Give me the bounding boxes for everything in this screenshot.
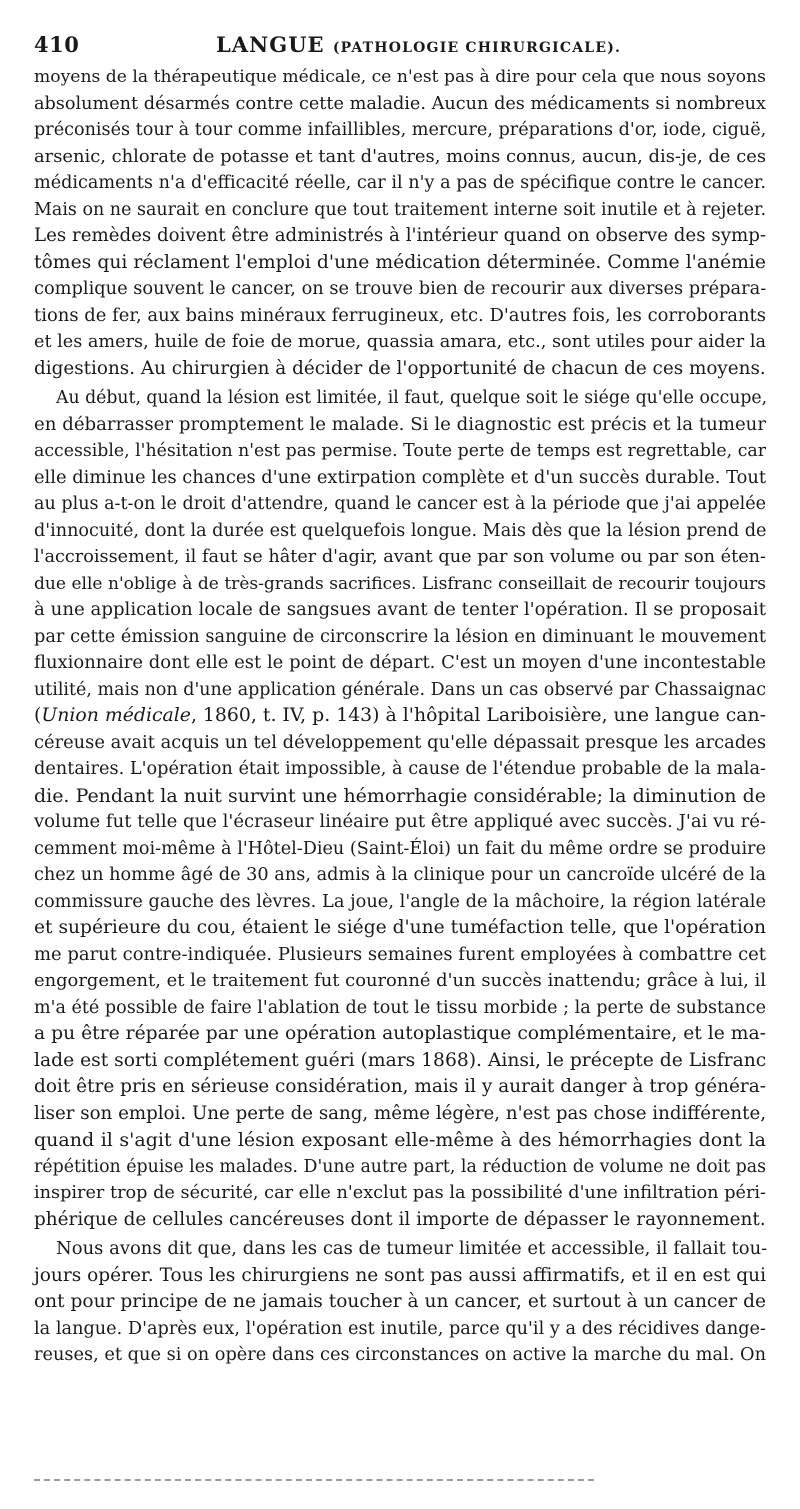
text-line: accessible, l'hésitation n'est pas permise. Toute perte de temps est regrettable, car (34, 441, 766, 461)
running-title-subtitle: (PATHOLOGIE CHIRURGICALE). (332, 40, 622, 56)
text-line: m'a été possible de faire l'ablation de tout le tissu morbide ; la perte de substance (34, 997, 766, 1018)
text-line: céreuse avait acquis un tel développement qu'elle dépassait presque les arcades (34, 731, 766, 753)
text-line: dentaires. L'opération était impossible, à cause de l'étendue probable de la mala- (34, 759, 766, 779)
body-text (34, 64, 766, 1369)
journal-title: Union médicale (41, 705, 191, 726)
paragraph (34, 385, 766, 1233)
text-line: cemment moi-même à l'Hôtel-Dieu (Saint-Éloi) un fait du même ordre se produire (34, 838, 766, 859)
text-line: Mais on ne saurait en conclure que tout traitement interne soit inutile et à rejeter. (34, 199, 766, 220)
text-line: à une application locale de sangsues avant de tenter l'opération. Il se proposait (34, 599, 766, 620)
text-line: au plus a-t-on le droit d'attendre, quand le cancer est à la période que j'ai appelée (34, 494, 766, 514)
running-title (216, 32, 621, 57)
text-line: commissure gauche des lèvres. La joue, l'angle de la mâchoire, la région latérale (34, 890, 766, 912)
text-line: me parut contre-indiquée. Plusieurs semaines furent employées à combattre cet (34, 943, 766, 965)
paragraph (34, 1236, 766, 1369)
text-line: moyens de la thérapeutique médicale, ce n'est pas à dire pour cela que nous soyons (34, 67, 766, 87)
text-line: chez un homme âgé de 30 ans, admis à la clinique pour un cancroïde ulcéré de la (34, 865, 766, 885)
text-line: die. Pendant la nuit survint une hémorrhagie considérable; la diminution de (34, 784, 766, 807)
text-line: digestions. Au chirurgien à décider de l'opportunité de chacun de ces moyens. (34, 357, 766, 379)
text-line: utilité, mais non d'une application générale. Dans un cas observé par Chassaignac (34, 679, 766, 700)
text-line: préconisés tour à tour comme infaillibles, mercure, préparations d'or, iode, ciguë, (34, 120, 767, 140)
text-line: (Union médicale, 1860, t. IV, p. 143) à l'hôpital Lariboisière, une langue can- (34, 705, 766, 726)
text-line: a pu être réparée par une opération autoplastique complémentaire, et le ma- (34, 1023, 766, 1044)
text-line: elle diminue les chances d'une extirpation complète et d'un succès durable. Tout (34, 466, 766, 488)
text-line: reuses, et que si on opère dans ces circonstances on active la marche du mal. On (34, 1345, 766, 1365)
text-line: tômes qui réclament l'emploi d'une médication déterminée. Comme l'anémie (34, 251, 766, 273)
footer-rule (34, 1479, 594, 1481)
text-line: et les amers, huile de foie de morue, quassia amara, etc., sont utiles pour aider la (34, 332, 766, 352)
text-line: liser son emploi. Une perte de sang, même légère, n'est pas chose indifférente, (34, 1102, 766, 1124)
text-line: Les remèdes doivent être administrés à l'intérieur quand on observe des symp- (34, 225, 766, 246)
text-line: volume fut telle que l'écraseur linéaire put être appliqué avec succès. J'ai vu ré- (34, 811, 766, 832)
paragraph (34, 64, 766, 382)
text-line: jours opérer. Tous les chirurgiens ne sont pas aussi affirmatifs, et il en est qui (34, 1264, 766, 1286)
text-line: Au début, quand la lésion est limitée, il faut, quelque soit le siége qu'elle occupe, (56, 388, 768, 408)
text-line: inspirer trop de sécurité, car elle n'exclut pas la possibilité d'une infiltration péri- (34, 1183, 766, 1203)
text-line: médicaments n'a d'efficacité réelle, car il n'y a pas de spécifique contre le cancer. (34, 173, 766, 193)
text-line: en débarrasser promptement le malade. Si le diagnostic est précis et la tumeur (34, 413, 766, 435)
text-line: l'accroissement, il faut se hâter d'agir, avant que par son volume ou par son éten- (34, 547, 766, 567)
text-line: par cette émission sanguine de circonscrire la lésion en diminuant le mouvement (34, 626, 766, 647)
running-header (34, 30, 766, 60)
text-line: et supérieure du cou, étaient le siége d'une tuméfaction telle, que l'opération (34, 917, 766, 938)
text-line: Nous avons dit que, dans les cas de tumeur limitée et accessible, il fallait tou- (56, 1238, 768, 1259)
text-line: répétition épuise les malades. D'une autre part, la réduction de volume ne doit pas (34, 1156, 766, 1177)
text-line: ont pour principe de ne jamais toucher à un cancer, et surtout à un cancer de (34, 1291, 766, 1312)
running-title-main: LANGUE (216, 32, 325, 57)
text-line: due elle n'oblige à de très-grands sacrifices. Lisfranc conseillait de recourir toujours (34, 573, 766, 594)
text-line: phérique de cellules cancéreuses dont il importe de dépasser le rayonnement. (34, 1208, 766, 1230)
text-line: engorgement, et le traitement fut couronné d'un succès inattendu; grâce à lui, il (34, 970, 766, 991)
text-line: complique souvent le cancer, on se trouve bien de recourir aux diverses prépara- (34, 278, 767, 299)
text-line: d'innocuité, dont la durée est quelquefois longue. Mais dès que la lésion prend de (34, 520, 767, 541)
text-line: quand il s'agit d'une lésion exposant elle-même à des hémorrhagies dont la (34, 1129, 766, 1151)
text-line: lade est sorti complétement guéri (mars 1868). Ainsi, le précepte de Lisfranc (34, 1049, 767, 1071)
text-line: tions de fer, aux bains minéraux ferrugineux, etc. D'autres fois, les corroborants (34, 304, 766, 326)
text-line: arsenic, chlorate de potasse et tant d'autres, moins connus, aucun, dis-je, de ces (34, 145, 766, 167)
text-line: la langue. D'après eux, l'opération est inutile, parce qu'il y a des récidives dange- (34, 1318, 766, 1339)
page-number: 410 (34, 32, 80, 57)
text-line: absolument désarmés contre cette maladie. Aucun des médicaments si nombreux (34, 93, 766, 114)
text-line: doit être pris en sérieuse considération, mais il y aurait danger à trop généra- (34, 1076, 766, 1097)
text-line: fluxionnaire dont elle est le point de départ. C'est un moyen d'une incontestable (34, 652, 766, 673)
